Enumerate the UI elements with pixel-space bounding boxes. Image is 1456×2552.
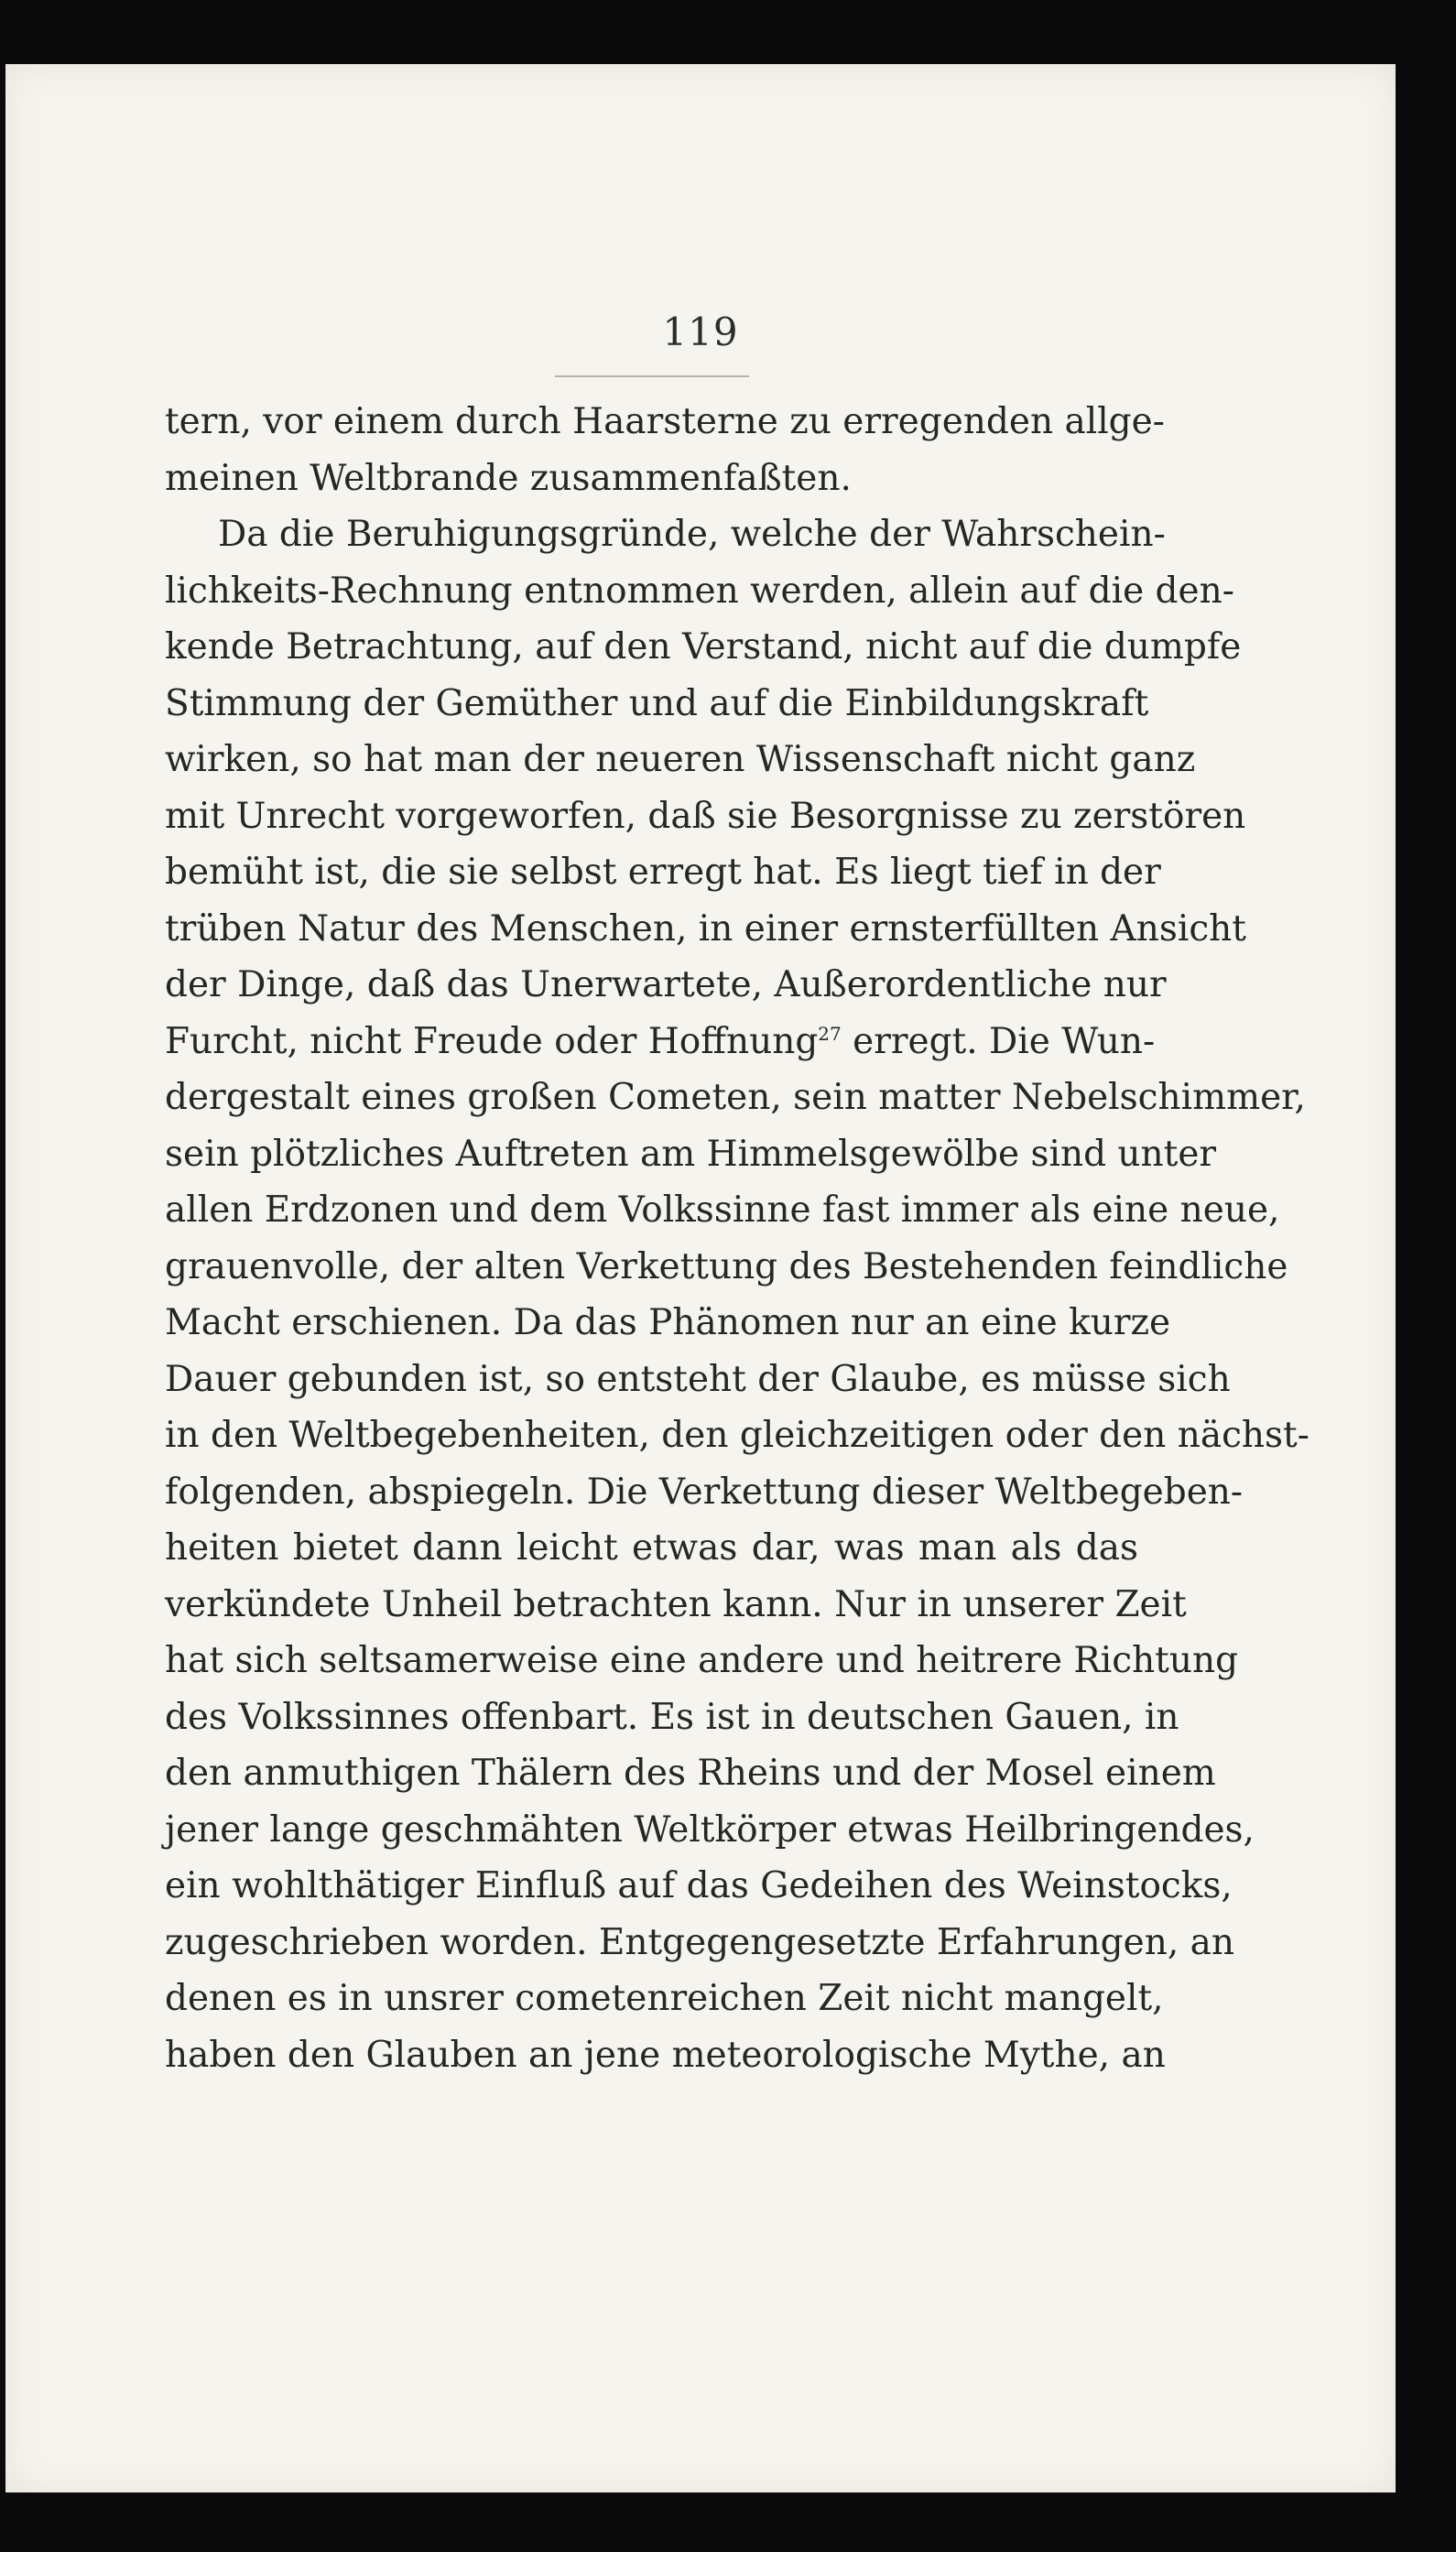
page-number: 119 <box>662 309 739 354</box>
text-line: bemüht ist, die sie selbst erregt hat. Es liegt tief in der <box>165 852 1161 893</box>
text-line: folgenden, abspiegeln. Die Verkettung dieser Weltbegeben- <box>165 1471 1244 1513</box>
text-line: grauenvolle, der alten Verkettung des Bestehenden feindliche <box>165 1245 1288 1287</box>
text-line: in den Weltbegebenheiten, den gleichzeitigen oder den nächst- <box>165 1415 1309 1456</box>
text-line: denen es in unsrer cometenreichen Zeit nicht mangelt, <box>165 1978 1164 2019</box>
text-line: zugeschrieben worden. Entgegengesetzte Erfahrungen, an <box>165 1921 1235 1963</box>
text-line: trüben Natur des Menschen, in einer ernsterfüllten Ansicht <box>165 907 1246 950</box>
text-line: des Volkssinnes offenbart. Es ist in deutschen Gauen, in <box>165 1696 1179 1738</box>
footnote-ref[interactable]: 27 <box>818 1022 842 1045</box>
text-line: der Dinge, daß das Unerwartete, Außerordentliche nur <box>165 964 1167 1005</box>
text-segment: erregt. Die Wun- <box>841 1020 1156 1062</box>
text-line: Macht erschienen. Da das Phänomen nur an eine kurze <box>165 1302 1171 1343</box>
text-line: tern, vor einem durch Haarsterne zu erregenden allge- <box>165 401 1165 442</box>
text-line: mit Unrecht vorgeworfen, daß sie Besorgnisse zu zerstören <box>165 795 1246 837</box>
text-line: Stimmung der Gemüther und auf die Einbildungskraft <box>165 682 1149 724</box>
text-line <box>165 1014 1156 1070</box>
text-line: Dauer gebunden ist, so entsteht der Glaube, es müsse sich <box>165 1358 1231 1400</box>
text-segment: Furcht, nicht Freude oder Hoffnung <box>165 1020 819 1062</box>
text-line: hat sich seltsamerweise eine andere und heitrere Richtung <box>165 1640 1239 1681</box>
text-line: kende Betrachtung, auf den Verstand, nicht auf die dumpfe <box>165 626 1242 668</box>
text-line: haben den Glauben an jene meteorologische Mythe, an <box>165 2034 1166 2076</box>
text-line: heiten bietet dann leicht etwas dar, was man als das <box>165 1527 1138 1569</box>
text-line: sein plötzliches Auftreten am Himmelsgewölbe sind unter <box>165 1133 1217 1175</box>
header-rule <box>555 375 749 377</box>
body-text <box>165 394 1309 2083</box>
book-page <box>5 64 1396 2492</box>
text-line: jener lange geschmähten Weltkörper etwas Heilbringendes, <box>165 1808 1255 1851</box>
text-line: den anmuthigen Thälern des Rheins und der Mosel einem <box>165 1753 1216 1794</box>
text-line: Da die Beruhigungsgründe, welche der Wahrschein- <box>218 514 1166 555</box>
text-line: meinen Weltbrande zusammenfaßten. <box>165 457 852 499</box>
text-line: wirken, so hat man der neueren Wissenschaft nicht ganz <box>165 739 1196 780</box>
text-line: allen Erdzonen und dem Volkssinne fast immer als eine neue, <box>165 1189 1280 1231</box>
text-line: ein wohlthätiger Einfluß auf das Gedeihen des Weinstocks, <box>165 1865 1233 1906</box>
text-line: lichkeits-Rechnung entnommen werden, allein auf die den- <box>165 570 1234 612</box>
text-line: verkündete Unheil betrachten kann. Nur in unserer Zeit <box>165 1583 1187 1625</box>
text-line: dergestalt eines großen Cometen, sein matter Nebelschimmer, <box>165 1077 1306 1118</box>
